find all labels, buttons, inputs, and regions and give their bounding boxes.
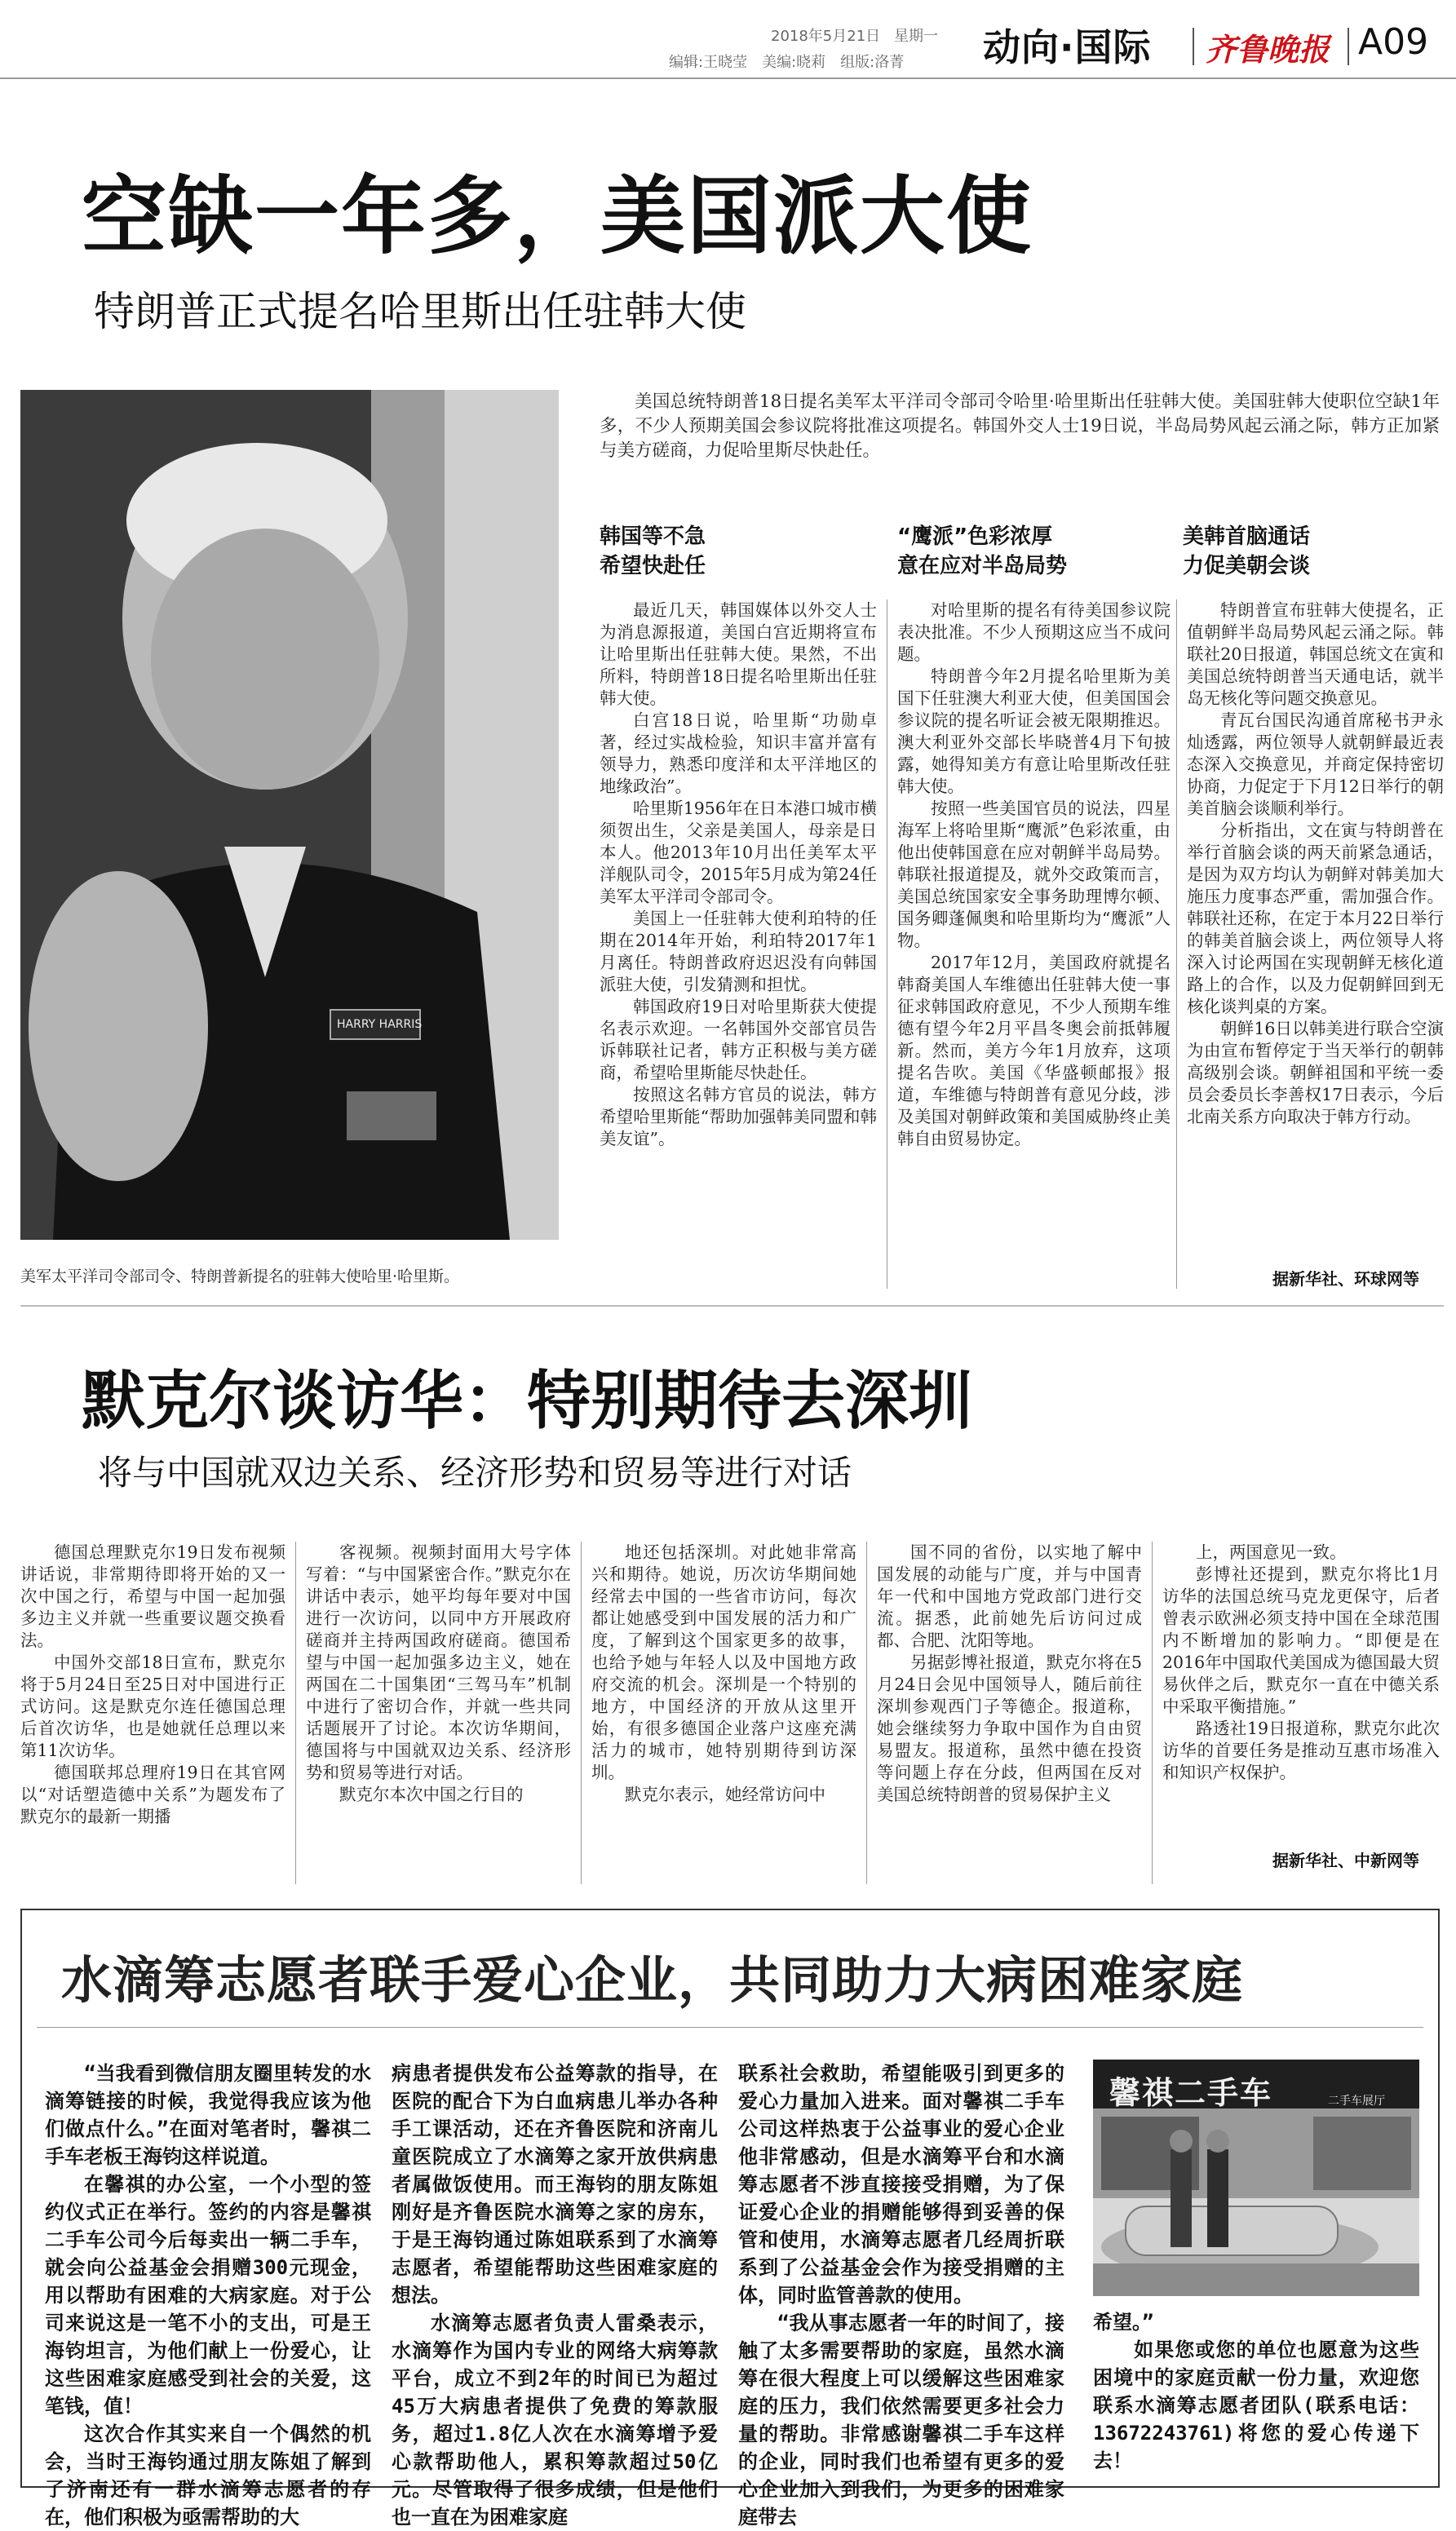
paragraph: 中国外交部18日宣布，默克尔将于5月24日至25日对中国进行正式访问。这是默克尔连任德国总理后首次访华，也是她就任总理以来第11次访华。 (20, 1653, 285, 1760)
section-rule (20, 1305, 1444, 1307)
paragraph: 水滴筹志愿者负责人雷桑表示，水滴筹作为国内专业的网络大病筹款平台，成立不到2年的时间已为超过45万大病患者提供了免费的筹款服务，超过1.8亿人次在水滴筹增予爱心款帮助他人，累积筹款超过50亿元。尽管取得了很多成绩，但是他们也一直在为困难家庭 (392, 2312, 718, 2529)
article1-subtitle: 特朗普正式提名哈里斯出任驻韩大使 (94, 288, 746, 335)
header-divider-2 (1348, 28, 1349, 65)
paper-logo: 齐鲁晚报 (1206, 31, 1330, 68)
article3-column-1 (45, 2060, 371, 2531)
charity-title-rule (37, 2027, 1423, 2028)
paragraph: 默克尔表示，她经常访问中 (625, 1785, 825, 1804)
paragraph: 按照这名韩方官员的说法，韩方希望哈里斯能“帮助加强韩美同盟和韩美友谊”。 (600, 1085, 877, 1148)
harris-photo (20, 390, 559, 1240)
header-editors: 编辑:王晓莹 美编:晓莉 组版:洛菁 (669, 54, 905, 71)
article1-column-1 (600, 600, 877, 1150)
paragraph: 朝鲜16日以韩美进行联合空演为由宣布暂停定于当天举行的朝韩高级别会谈。朝鲜祖国和平统一委员会委员长李善权17日表示，今后北南关系方向取决于韩方行动。 (1187, 1019, 1444, 1126)
col2-subhead-line1: “鹰派”色彩浓厚 (897, 524, 1053, 549)
article1-column-3 (1187, 600, 1444, 1128)
header-divider (1193, 28, 1194, 65)
paragraph: 特朗普宣布驻韩大使提名，正值朝鲜半岛局势风起云涌之际。韩联社20日报道，韩国总统文在寅和美国总统特朗普当天通电话，就半岛无核化等问题交换意见。 (1187, 600, 1444, 708)
paragraph: 另据彭博社报道，默克尔将在5月24日会见中国领导人，随后前往深圳参观西门子等德企。报道称，她会继续努力争取中国作为自由贸易盟友。报道称，虽然中德在投资等问题上存在分歧，但两国在反对美国总统特朗普的贸易保护主义 (877, 1653, 1142, 1804)
photo-illustration (20, 390, 559, 1240)
article2-title: 默克尔谈访华：特别期待去深圳 (82, 1365, 973, 1438)
header-weekday: 星期一 (894, 28, 938, 45)
paragraph: 德国总理默克尔19日发布视频讲话说，非常期待即将开始的又一次中国之行，希望与中国一起加强多边主义并就一些重要议题交换看法。 (20, 1542, 285, 1650)
photo-name-badge: HARRY HARRIS (337, 1018, 423, 1031)
article3-column-2 (392, 2060, 718, 2531)
col3-subhead (1183, 522, 1310, 581)
paragraph: 韩国政府19日对哈里斯获大使提名表示欢迎。一名韩国外交部官员告诉韩联社记者，韩方正积极与美方磋商，希望哈里斯能尽快赴任。 (600, 997, 877, 1082)
column-divider (1176, 600, 1177, 1289)
page-number: A09 (1358, 21, 1429, 63)
paragraph: 最近几天，韩国媒体以外交人士为消息源报道，美国白宫近期将宣布让哈里斯出任驻韩大使。果然，不出所料，特朗普18日提名哈里斯出任驻韩大使。 (600, 600, 877, 708)
article3-column-4: 希望。” 如果您或您的单位也愿意为这些困境中的家庭贡献一份力量，欢迎您联系水滴筹志愿者团队(联系电话：13672243761)将您的爱心传递下去！ (1093, 2311, 1419, 2472)
article2-column-4 (877, 1542, 1142, 1806)
column-divider (581, 1542, 582, 1884)
col2-subhead-line2: 意在应对半岛局势 (897, 554, 1068, 578)
header-date: 2018年5月21日 (771, 28, 881, 45)
header-rule (0, 77, 1456, 79)
article1-lead: 美国总统特朗普18日提名美军太平洋司令部司令哈里·哈里斯出任驻韩大使。美国驻韩大使职位空缺1年多，不少人预期美国会参议院将批准这项提名。韩国外交人士19日说，半岛局势风起云涌之际，韩方正加紧与美方磋商，力促哈里斯尽快赴任。 (600, 392, 1440, 461)
paragraph: 客视频。视频封面用大号字体写着：“与中国紧密合作。”默克尔在讲话中表示，她平均每年要对中国进行一次访问，以同中方开展政府磋商并主持两国政府磋商。德国希望与中国一起加强多边主义，她在两国在二十国集团“三驾马车”机制中进行了密切合作，并就一些共同话题展开了讨论。本次访华期间，德国将与中国就双边关系、经济形势和贸易等进行对话。 (306, 1542, 571, 1782)
paragraph: “我从事志愿者一年的时间了，接触了太多需要帮助的家庭，虽然水滴筹在很大程度上可以缓解这些困难家庭的压力，我们依然需要更多社会力量的帮助。非常感谢馨祺二手车这样的企业，同时我们也希望有更多的爱心企业加入到我们，为更多的困难家庭带去 (738, 2312, 1064, 2529)
paragraph: 国不同的省份，以实地了解中国发展的动能与广度，并与中国青年一代和中国地方党政部门进行交流。据悉，此前她先后访问过成都、合肥、沈阳等地。 (877, 1542, 1142, 1650)
paragraph: 默克尔本次中国之行目的 (339, 1785, 524, 1804)
paragraph: 路透社19日报道称，默克尔此次访华的首要任务是推动互惠市场准入和知识产权保护。 (1162, 1719, 1440, 1782)
article3-title: 水滴筹志愿者联手爱心企业，共同助力大病困难家庭 (61, 1950, 1244, 2010)
paragraph: 美国上一任驻韩大使利珀特的任期在2014年开始，利珀特2017年1月离任。特朗普政府迟迟没有向韩国派驻大使，引发猜测和担忧。 (600, 909, 877, 994)
dealership-sign: 馨祺二手车 (1109, 2075, 1273, 2111)
article2-credit: 据新华社、中新网等 (1272, 1851, 1419, 1870)
paragraph: 上，两国意见一致。 (1196, 1542, 1347, 1562)
paragraph: 对哈里斯的提名有待美国参议院表决批准。不少人预期这应当不成问题。 (897, 600, 1171, 664)
article1-credit: 据新华社、环球网等 (1272, 1269, 1419, 1289)
col1-subhead (600, 522, 706, 581)
column-divider (1152, 1542, 1153, 1884)
article2-column-1 (20, 1542, 285, 1828)
paragraph: 病患者提供发布公益筹款的指导，在医院的配合下为白血病患儿举办各种手工课活动，还在齐鲁医院和济南儿童医院成立了水滴筹之家开放供病患者属做饭使用。而王海钧的朋友陈姐刚好是齐鲁医院水滴筹之家的房东，于是王海钧通过陈姐联系到了水滴筹志愿者，希望能帮助这些困难家庭的想法。 (392, 2062, 718, 2307)
dealership-photo (1093, 2060, 1419, 2296)
article2-column-5 (1162, 1542, 1440, 1784)
article2-column-2 (306, 1542, 571, 1806)
paragraph: 德国联邦总理府19日在其官网以“对话塑造德中关系”为题发布了默克尔的最新一期播 (20, 1763, 285, 1826)
column-divider (866, 1542, 867, 1884)
col1-subhead-line2: 希望快赴任 (600, 554, 706, 578)
col2-subhead (897, 522, 1067, 581)
paragraph: 这次合作其实来自一个偶然的机会，当时王海钧通过朋友陈姐了解到了济南还有一群水滴筹志愿者的存在，他们积极为亟需帮助的大 (45, 2423, 371, 2529)
dealership-sign-right: 二手车展厅 (1328, 2095, 1385, 2108)
paragraph: 地还包括深圳。对此她非常高兴和期待。她说，历次访华期间她经常去中国的一些省市访问，每次都让她感受到中国发展的活力和广度，了解到这个国家更多的故事，也给予她与年轻人以及中国地方政府交流的机会。深圳是一个特别的地方，中国经济的开放从这里开始，有很多德国企业落户这座充满活力的城市，她特别期待到访深圳。 (591, 1542, 856, 1782)
col3-subhead-line2: 力促美朝会谈 (1183, 554, 1311, 578)
paragraph: 分析指出，文在寅与特朗普在举行首脑会谈的两天前紧急通话，是因为双方均认为朝鲜对韩美加大施压力度事态严重，需加强合作。韩联社还称，在定于本月22日举行的韩美首脑会谈上，两位领导人将深入讨论两国在实现朝鲜无核化道路上的合作，以及力促朝鲜回到无核化谈判桌的方案。 (1187, 821, 1444, 1016)
paragraph: 按照一些美国官员的说法，四星海军上将哈里斯“鹰派”色彩浓重，由他出使韩国意在应对朝鲜半岛局势。韩联社报道提及，就外交政策而言，美国总统国家安全事务助理博尔顿、国务卿蓬佩奥和哈里斯均为“鹰派”人物。 (897, 799, 1171, 950)
paragraph: “当我看到微信朋友圈里转发的水滴筹链接的时候，我觉得我应该为他们做点什么。”在面对笔者时，馨祺二手车老板王海钧这样说道。 (45, 2062, 371, 2168)
photo-caption: 美军太平洋司令部司令、特朗普新提名的驻韩大使哈里·哈里斯。 (20, 1268, 460, 1285)
paragraph: 特朗普今年2月提名哈里斯为美国下任驻澳大利亚大使，但美国国会参议院的提名听证会被无限期推迟。澳大利亚外交部长毕晓普4月下旬披露，她得知美方有意让哈里斯改任驻韩大使。 (897, 666, 1171, 796)
header-section: 动向·国际 (983, 25, 1152, 69)
col1-subhead-line1: 韩国等不急 (600, 524, 706, 549)
paragraph: 在馨祺的办公室，一个小型的签约仪式正在举行。签约的内容是馨祺二手车公司今后每卖出一辆二手车，就会向公益基金会捐赠300元现金，用以帮助有困难的大病家庭。对于公司来说这是一笔不小的支出，可是王海钧坦言，为他们献上一份爱心，让这些困难家庭感受到社会的关爱，这笔钱，值！ (45, 2173, 371, 2418)
col3-subhead-line1: 美韩首脑通话 (1183, 524, 1311, 549)
column-divider (295, 1542, 296, 1884)
article2-subtitle: 将与中国就双边关系、经济形势和贸易等进行对话 (98, 1453, 852, 1493)
article1-column-2 (897, 600, 1171, 1150)
page-header (0, 0, 1456, 77)
paragraph: 彭博社还提到，默克尔将比1月访华的法国总统马克龙更保守，后者曾表示欧洲必须支持中国在全球范围内不断增加的影响力。“即便是在2016年中国取代美国成为德国最大贸易伙伴之后，默克尔一直在中德关系中采取平衡措施。” (1162, 1564, 1440, 1716)
paragraph: 白宫18日说，哈里斯“功勋卓著，经过实战检验，知识丰富并富有领导力，熟悉印度洋和太平洋地区的地缘政治”。 (600, 710, 877, 796)
article2-column-3 (591, 1542, 856, 1806)
paragraph: 联系社会救助，希望能吸引到更多的爱心力量加入进来。面对馨祺二手车公司这样热衷于公益事业的爱心企业他非常感动，但是水滴筹平台和水滴筹志愿者不涉直接接受捐赠，为了保证爱心企业的捐赠能够得到妥善的保管和使用，水滴筹志愿者几经周折联系到了公益基金会作为接受捐赠的主体，同时监管善款的使用。 (738, 2062, 1064, 2307)
article1-title: 空缺一年多，美国派大使 (82, 166, 1033, 266)
paragraph: 2017年12月，美国政府就提名韩裔美国人车维德出任驻韩大使一事征求韩国政府意见，不少人预期车维德有望今年2月平昌冬奥会前抵韩履新。然而，美方今年1月放弃，这项提名告吹。美国《华盛顿邮报》报道，车维德与特朗普有意见分歧，涉及美国对朝鲜政策和美国威胁终止美韩自由贸易协定。 (897, 953, 1171, 1148)
paragraph: 哈里斯1956年在日本港口城市横须贺出生，父亲是美国人，母亲是日本人。他2013年10月出任美军太平洋舰队司令，2015年5月成为第24任美军太平洋司令部司令。 (600, 799, 877, 906)
article3-column-3 (738, 2060, 1064, 2531)
paragraph: 青瓦台国民沟通首席秘书尹永灿透露，两位领导人就朝鲜最近表态深入交换意见，并商定保持密切协商，力促定于下月12日举行的朝美首脑会谈顺利举行。 (1187, 710, 1444, 818)
